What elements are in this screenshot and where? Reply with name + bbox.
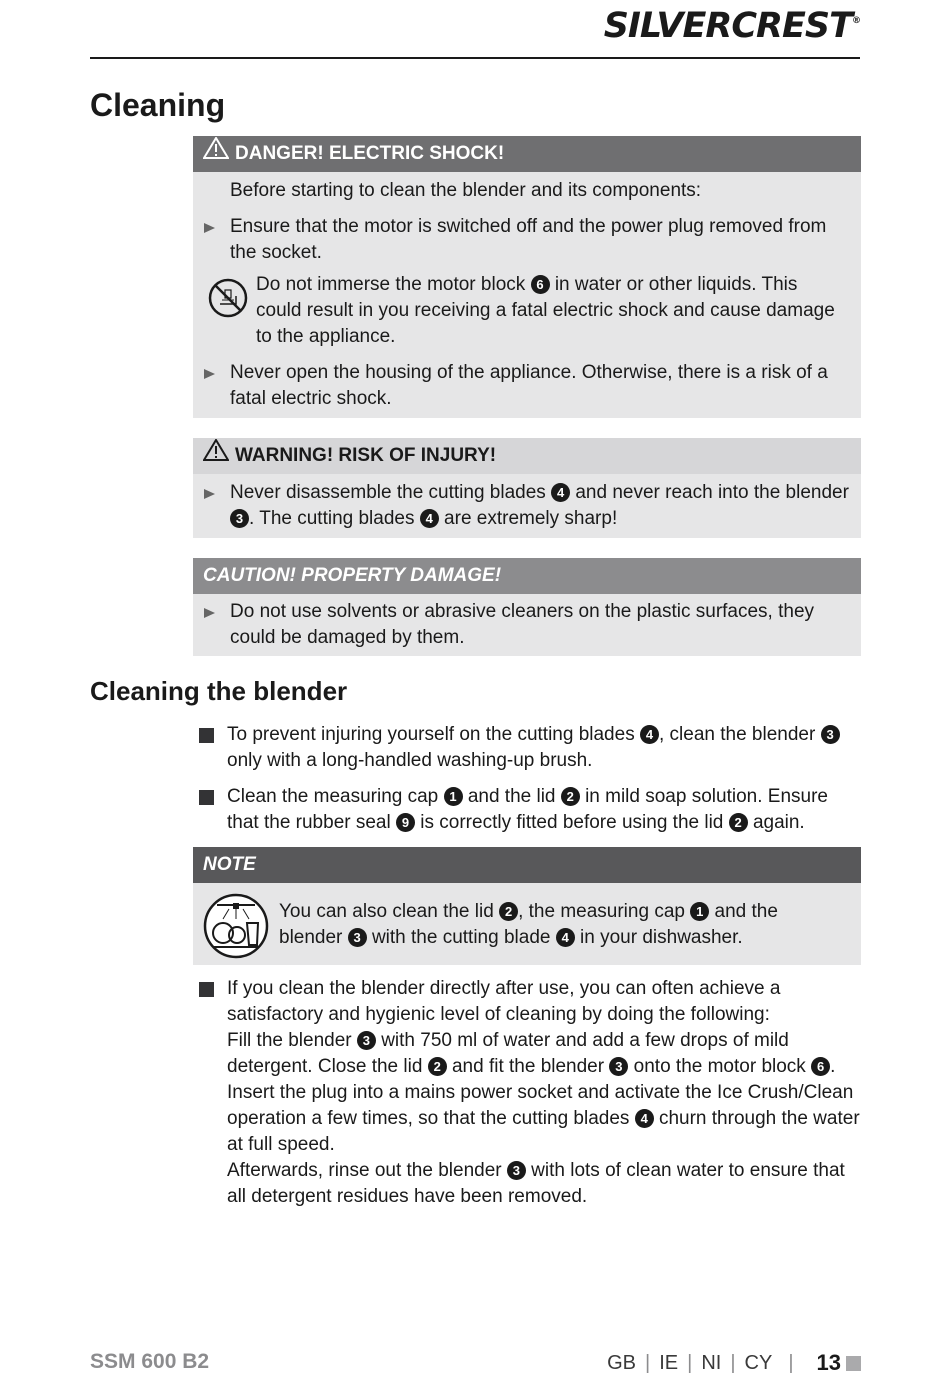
bullet-soap — [199, 784, 864, 836]
dishwasher-icon — [203, 893, 269, 967]
danger-item-motor-off — [193, 214, 849, 266]
caution-item — [193, 599, 849, 651]
danger-intro: Before starting to clean the blender and its components: — [230, 180, 702, 201]
after-use-activate — [227, 1080, 864, 1158]
model-number: SSM 600 B2 — [90, 1350, 210, 1373]
note-text-3: and the blender — [279, 901, 778, 948]
danger-title: DANGER! ELECTRIC SHOCK! — [235, 143, 505, 164]
caution-header — [193, 558, 861, 594]
warning-text-3: . The cutting blades — [249, 508, 415, 529]
danger-item-text: Never open the housing of the appliance. Otherwise, there is a risk of a fatal electric shock. — [230, 362, 828, 409]
warning-text-4: are extremely sharp! — [444, 508, 618, 529]
caution-box — [193, 558, 861, 656]
danger-item-housing — [193, 360, 849, 412]
brand-name: SILVERCREST — [603, 6, 852, 46]
lang-gb: GB — [607, 1351, 636, 1374]
part-number-badge: 9 — [396, 813, 415, 832]
bullet-text: with 750 ml of water and add a few drops of mild detergent. Close the lid — [227, 1030, 789, 1077]
page-title: Cleaning — [90, 87, 226, 123]
note-text-2: , the measuring cap — [518, 901, 685, 922]
note-text-1: You can also clean the lid — [279, 901, 494, 922]
lang-ie: IE — [659, 1351, 679, 1374]
part-number-badge: 2 — [561, 787, 580, 806]
bullet-text: in mild soap solution. Ensure that the rubber seal — [227, 786, 828, 833]
lang-cy: CY — [744, 1351, 773, 1374]
page-number: 13 — [816, 1350, 841, 1375]
note-title: NOTE — [203, 854, 256, 875]
section-title: Cleaning the blender — [90, 676, 348, 706]
bullet-text: To prevent injuring yourself on the cutting blades — [227, 724, 635, 745]
part-number-badge: 2 — [428, 1057, 447, 1076]
part-number-badge: 4 — [635, 1109, 654, 1128]
arrow-bullet-icon — [204, 369, 215, 379]
arrow-bullet-icon — [204, 489, 215, 499]
bullet-text: churn through the water at full speed. — [227, 1108, 860, 1155]
part-number-badge: 1 — [690, 902, 709, 921]
part-number-badge: 3 — [357, 1031, 376, 1050]
warning-triangle-icon — [203, 438, 229, 474]
part-number-badge: 2 — [729, 813, 748, 832]
part-number-badge: 4 — [556, 928, 575, 947]
bullet-text: Insert the plug into a mains power socket and activate the Ice Crush/Clean operation a few times, so that the cutting blades — [227, 1082, 854, 1129]
note-header — [193, 847, 861, 883]
immerse-text-2: in water or other liquids. This could result in you receiving a fatal electric shock and cause damage to the appliance. — [256, 274, 835, 347]
part-number-badge: 6 — [811, 1057, 830, 1076]
square-bullet-icon — [199, 790, 214, 805]
part-number-badge: 6 — [531, 275, 550, 294]
part-number-badge: 2 — [499, 902, 518, 921]
bullet-text: only with a long-handled washing-up brush. — [227, 750, 593, 771]
part-number-badge: 4 — [640, 725, 659, 744]
bullet-text: onto the motor block — [633, 1056, 806, 1077]
after-use-fill — [227, 1028, 864, 1080]
immerse-text-1: Do not immerse the motor block — [256, 274, 526, 295]
bullet-text: , clean the blender — [658, 724, 816, 745]
note-text — [193, 899, 801, 951]
caution-item-text: Do not use solvents or abrasive cleaners on the plastic surfaces, they could be damaged by them. — [230, 601, 815, 648]
registered-mark: ® — [852, 16, 860, 26]
square-bullet-icon — [199, 728, 214, 743]
danger-immerse-note — [193, 272, 841, 350]
danger-header — [193, 136, 861, 172]
danger-item-text: Ensure that the motor is switched off and the power plug removed from the socket. — [230, 216, 827, 263]
bullet-text: . — [830, 1056, 836, 1077]
bullet-text: Afterwards, rinse out the blender — [227, 1160, 502, 1181]
warning-box — [193, 438, 861, 538]
page-square-icon — [846, 1356, 861, 1371]
bullet-text: and fit the blender — [451, 1056, 605, 1077]
part-number-badge: 4 — [420, 509, 439, 528]
bullet-after-use — [199, 976, 864, 1210]
bullet-text: again. — [752, 812, 805, 833]
part-number-badge: 3 — [821, 725, 840, 744]
bullet-text: is correctly fitted before using the lid — [420, 812, 724, 833]
part-number-badge: 3 — [230, 509, 249, 528]
square-bullet-icon — [199, 982, 214, 997]
lang-ni: NI — [701, 1351, 722, 1374]
separator: | — [730, 1351, 736, 1374]
bullet-text: and the lid — [467, 786, 556, 807]
warning-item-blades — [193, 480, 849, 532]
part-number-badge: 3 — [507, 1161, 526, 1180]
bullet-text: with lots of clean water to ensure that all detergent residues have been removed. — [227, 1160, 845, 1207]
part-number-badge: 3 — [609, 1057, 628, 1076]
arrow-bullet-icon — [204, 223, 215, 233]
note-text-4: with the cutting blade — [371, 927, 551, 948]
separator: | — [645, 1351, 651, 1374]
bullet-text: Clean the measuring cap — [227, 786, 439, 807]
danger-box — [193, 136, 861, 418]
after-use-intro: If you clean the blender directly after use, you can often achieve a satisfactory and hygienic level of cleaning by doing the following: — [227, 978, 781, 1025]
warning-text-1: Never disassemble the cutting blades — [230, 482, 546, 503]
part-number-badge: 3 — [348, 928, 367, 947]
note-box — [193, 847, 861, 965]
footer-right — [607, 1350, 861, 1376]
warning-header — [193, 438, 861, 474]
warning-triangle-icon — [203, 136, 229, 172]
separator: | — [788, 1351, 794, 1374]
after-use-rinse — [227, 1158, 864, 1210]
note-text-5: in your dishwasher. — [580, 927, 743, 948]
brand-logo — [604, 6, 860, 46]
bullet-text: Fill the blender — [227, 1030, 352, 1051]
separator: | — [687, 1351, 693, 1374]
warning-text-2: and never reach into the blender — [575, 482, 849, 503]
caution-title: CAUTION! PROPERTY DAMAGE! — [203, 565, 502, 586]
warning-title: WARNING! RISK OF INJURY! — [235, 445, 497, 466]
part-number-badge: 1 — [444, 787, 463, 806]
part-number-badge: 4 — [551, 483, 570, 502]
no-immerse-icon — [208, 278, 248, 326]
arrow-bullet-icon — [204, 608, 215, 618]
header-rule — [90, 57, 860, 59]
bullet-brush — [199, 722, 864, 774]
